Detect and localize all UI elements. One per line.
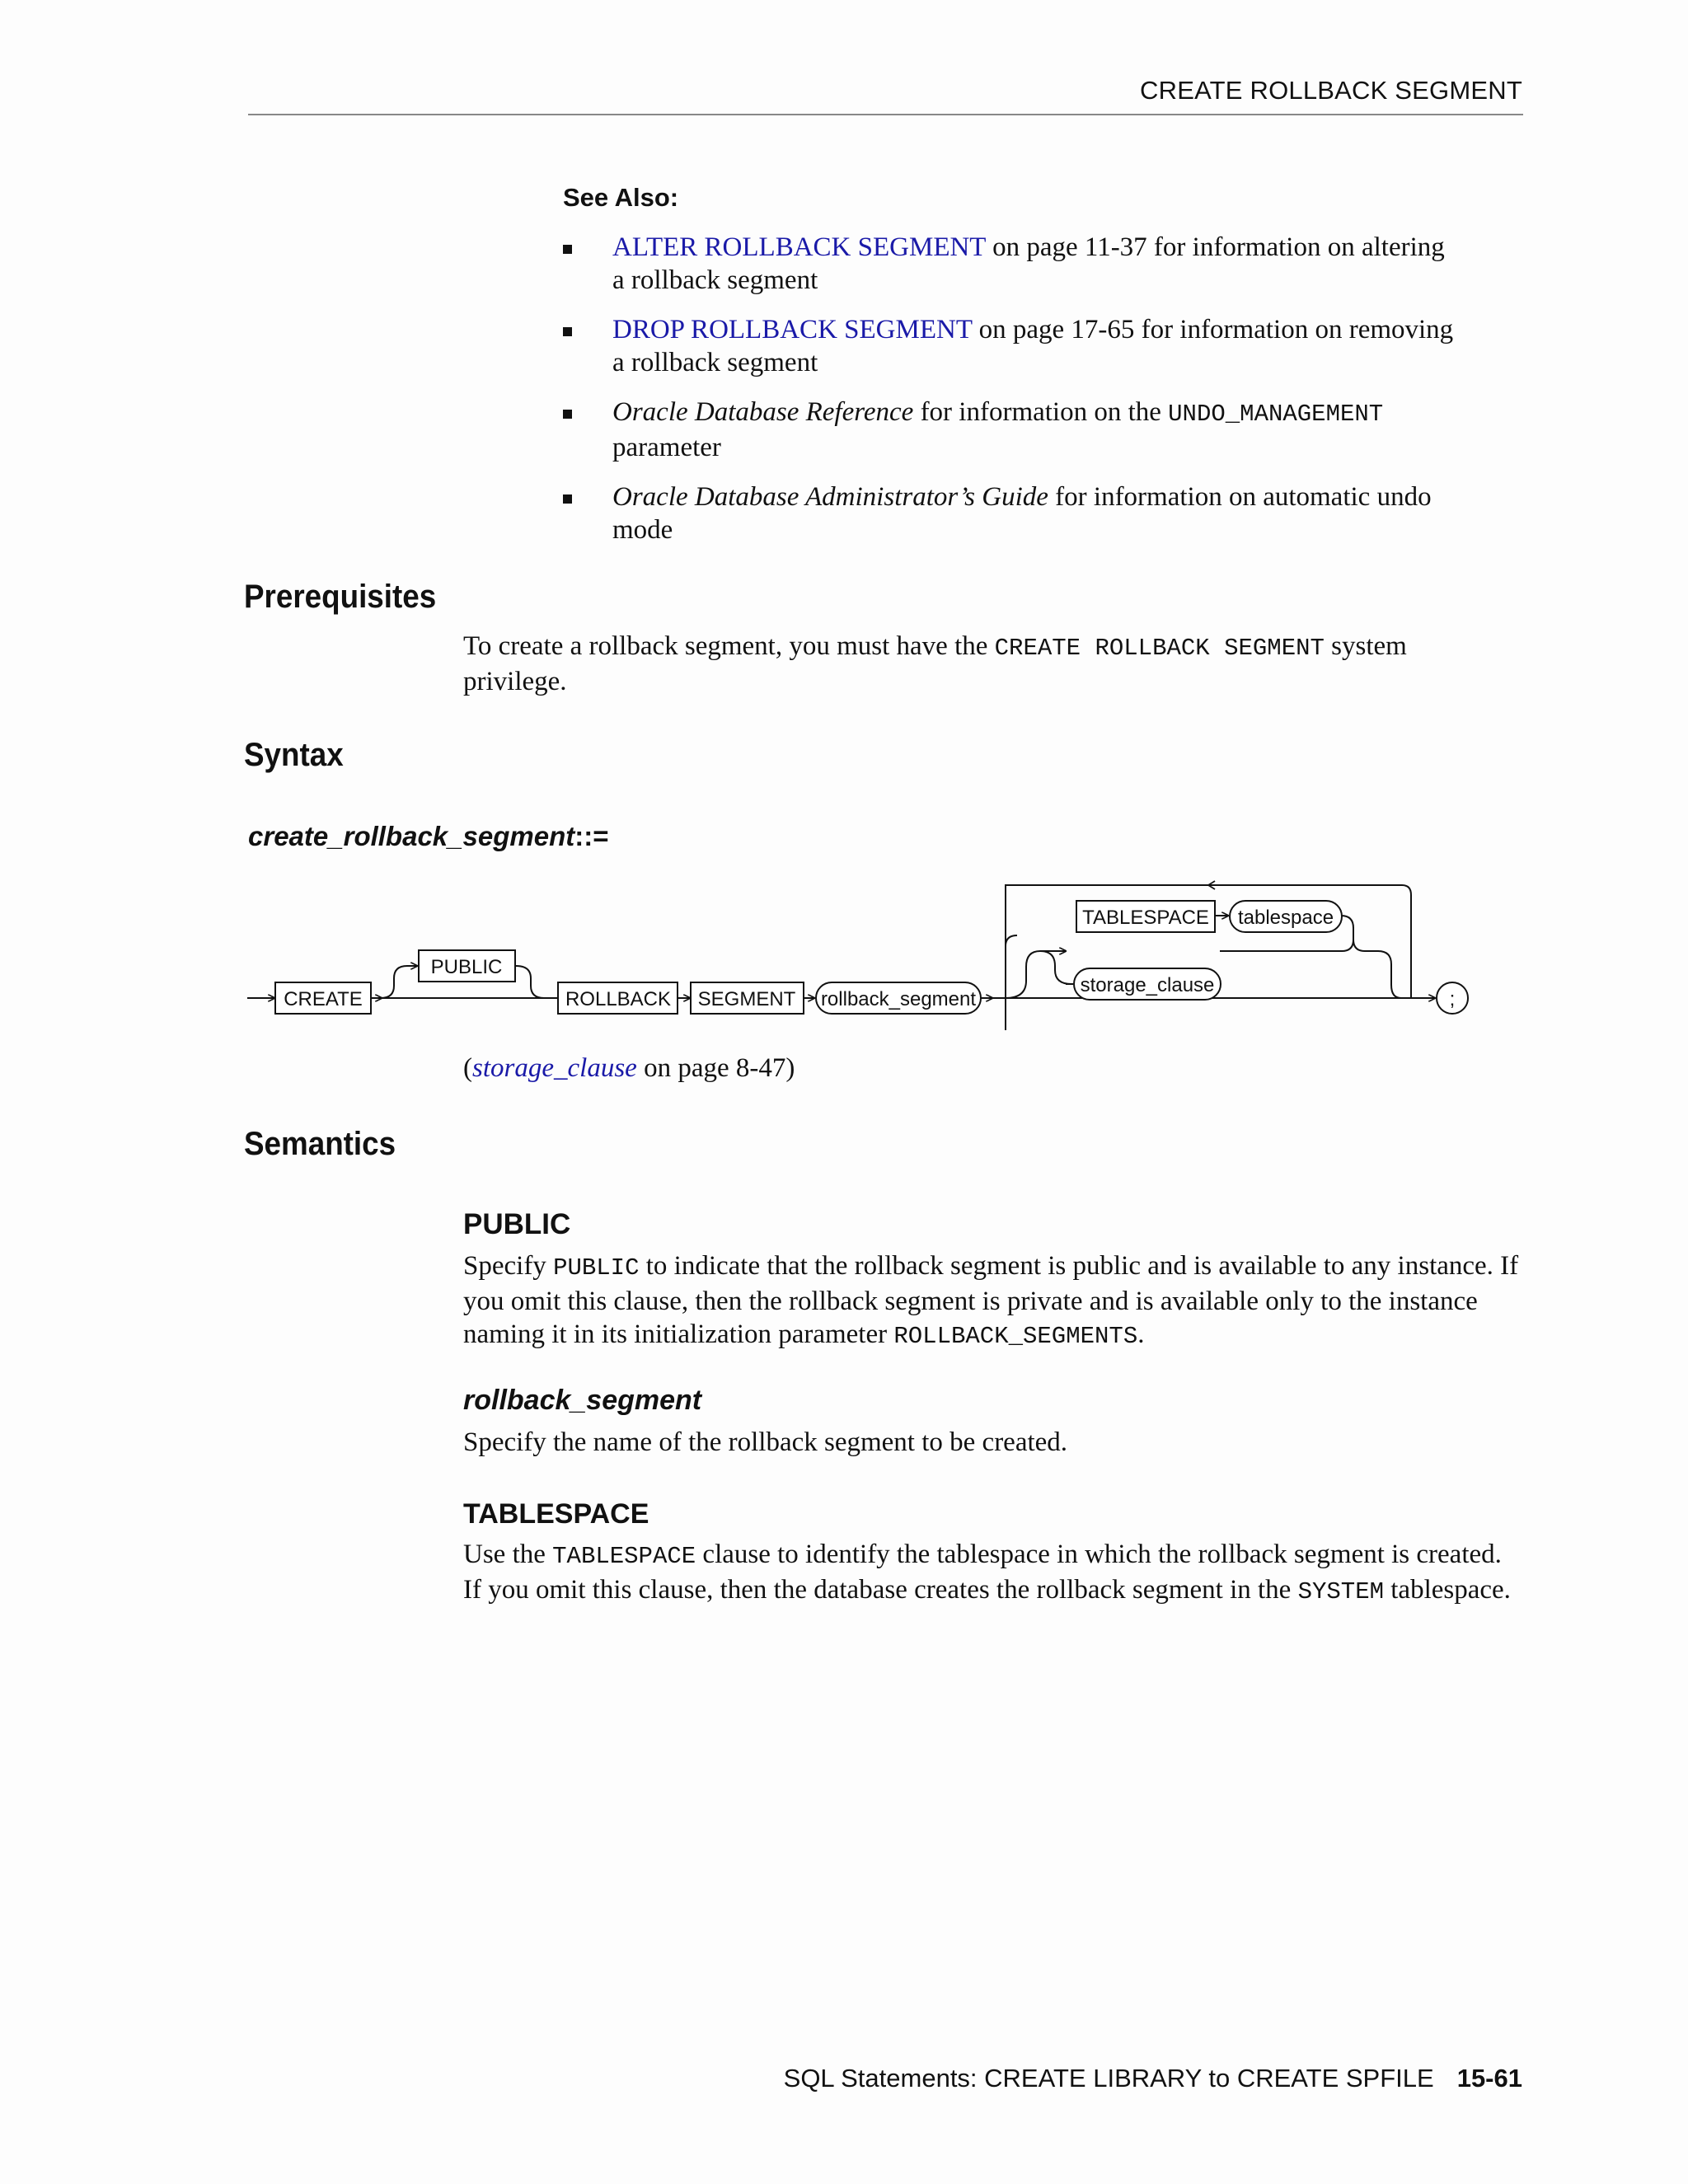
tablespace-description: Use the TABLESPACE clause to identify the tablespace in which the rollback segment is created. If you omit this clause, then the database creates the rollback segment in the SYSTEM tablespace.: [463, 1540, 1511, 1605]
public-heading: PUBLIC: [463, 1208, 571, 1240]
diagram-public-keyword: PUBLIC: [430, 956, 503, 978]
prerequisites-heading: Prerequisites: [244, 579, 437, 615]
diagram-tablespace-param: tablespace: [1237, 907, 1334, 929]
syntax-diagram: [0, 874, 1688, 1030]
storage-clause-link[interactable]: storage_clause: [472, 1053, 637, 1083]
storage-clause-note: (storage_clause on page 8-47): [463, 1053, 795, 1083]
list-item: ALTER ROLLBACK SEGMENT on page 11-37 for information on altering a rollback segment: [563, 231, 1461, 297]
header-rule: [248, 114, 1523, 115]
diagram-tablespace-keyword: TABLESPACE: [1082, 907, 1209, 929]
code-text: CREATE ROLLBACK SEGMENT: [994, 635, 1325, 662]
semantics-heading: Semantics: [244, 1126, 396, 1162]
diagram-rollback-segment-param: rollback_segment: [820, 988, 977, 1010]
syntax-heading: Syntax: [244, 737, 344, 773]
bullet-icon: [563, 410, 572, 419]
book-title: Oracle Database Administrator’s Guide: [612, 482, 1048, 512]
code-text: PUBLIC: [553, 1254, 640, 1282]
list-item: DROP ROLLBACK SEGMENT on page 17-65 for information on removing a rollback segment: [563, 313, 1461, 379]
alter-rollback-segment-link[interactable]: ALTER ROLLBACK SEGMENT: [612, 232, 986, 262]
see-also-title: See Also:: [563, 183, 679, 212]
code-text: SYSTEM: [1297, 1578, 1384, 1605]
diagram-create-keyword: CREATE: [284, 988, 363, 1010]
code-text: ROLLBACK_SEGMENTS: [893, 1323, 1138, 1350]
bullet-icon: [563, 327, 572, 336]
bullet-icon: [563, 494, 572, 504]
running-header: CREATE ROLLBACK SEGMENT: [1140, 76, 1522, 105]
list-item: Oracle Database Administrator’s Guide for information on automatic undo mode: [563, 480, 1461, 546]
see-also-list: [563, 231, 1461, 563]
diagram-rollback-keyword: ROLLBACK: [565, 988, 672, 1010]
page-number: 15-61: [1456, 2064, 1522, 2093]
tablespace-heading: TABLESPACE: [463, 1498, 649, 1530]
book-title: Oracle Database Reference: [612, 397, 914, 427]
rollback-segment-heading: rollback_segment: [463, 1385, 702, 1416]
drop-rollback-segment-link[interactable]: DROP ROLLBACK SEGMENT: [612, 315, 973, 344]
page-footer: [784, 2064, 1522, 2093]
bullet-icon: [563, 245, 572, 254]
rollback-segment-description: Specify the name of the rollback segment to be created.: [463, 1427, 1068, 1457]
production-name: create_rollback_segment::=: [248, 821, 609, 851]
code-text: UNDO_MANAGEMENT: [1168, 401, 1384, 428]
diagram-segment-keyword: SEGMENT: [697, 988, 796, 1010]
prerequisites-text: To create a rollback segment, you must have the CREATE ROLLBACK SEGMENT system privilege.: [463, 631, 1407, 696]
code-text: TABLESPACE: [552, 1543, 696, 1570]
footer-title: SQL Statements: CREATE LIBRARY to CREATE SPFILE: [783, 2064, 1434, 2093]
public-description: Specify PUBLIC to indicate that the rollback segment is public and is available to any instance. If you omit this clause, then the rollback segment is private and is available only to the instance naming it in its initialization parameter ROLLBACK_SEGMENTS.: [463, 1251, 1519, 1350]
diagram-terminator: ;: [1449, 988, 1456, 1010]
diagram-storage-clause-param: storage_clause: [1080, 974, 1215, 996]
list-item: Oracle Database Reference for information on the UNDO_MANAGEMENT parameter: [563, 396, 1461, 464]
